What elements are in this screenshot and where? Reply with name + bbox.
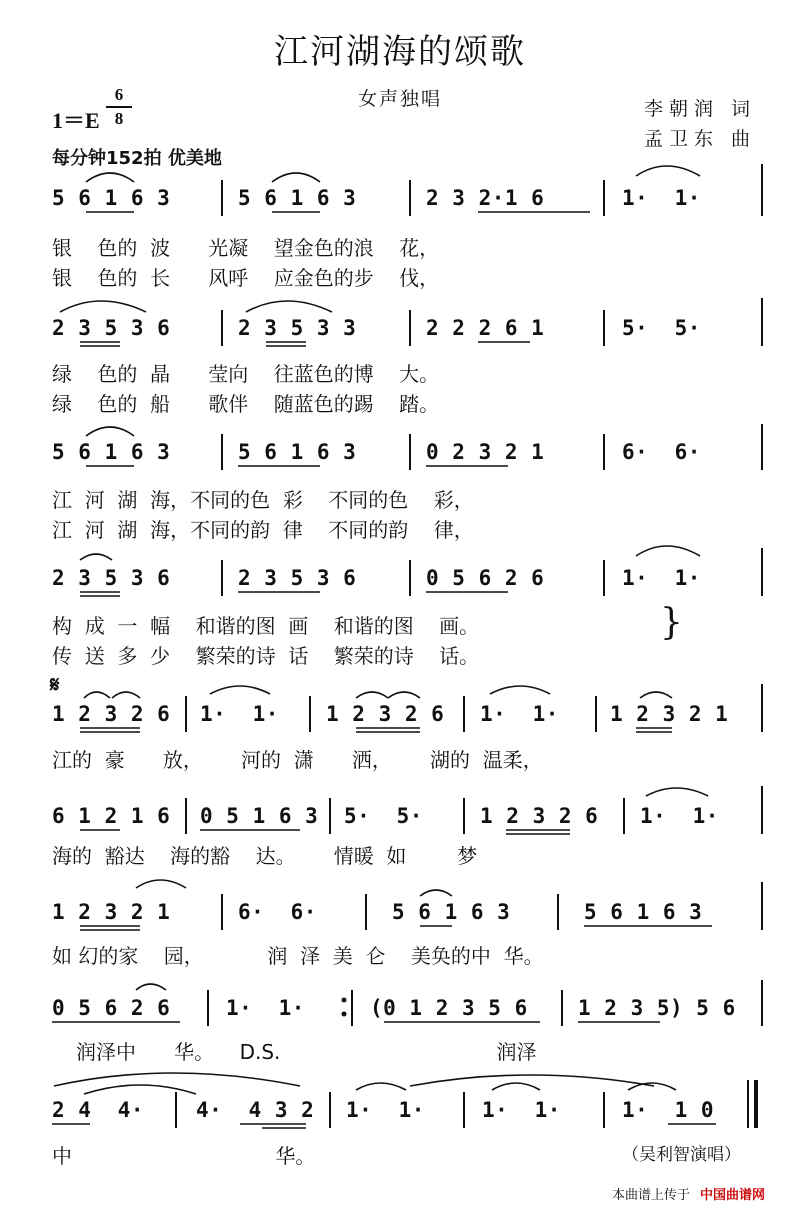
slur (86, 427, 134, 436)
lyric-line: 绿 色的 晶 莹向 往蓝色的博 大。 (52, 362, 440, 386)
measure-notes: 1 2 3 2 6 (480, 804, 599, 828)
slur (112, 692, 140, 698)
song-title: 江河湖海的颂歌 (274, 32, 526, 72)
slur (420, 890, 452, 896)
time-signature-top: 6 (114, 85, 124, 104)
measure-notes: 5 6 1 6 3 (238, 440, 357, 464)
measure-notes: 4· 4 3 2 (196, 1098, 315, 1122)
measure-notes: 5 6 1 6 3 (52, 440, 171, 464)
lyric-line: 银 色的 波 光凝 望金色的浪 花， (52, 236, 440, 260)
measure-notes: 2 3 5 3 6 (52, 566, 171, 590)
measure-notes: 1· 1· (622, 566, 701, 590)
measure-notes: 6· 6· (622, 440, 701, 464)
slur (388, 692, 420, 698)
lyric-line: 润泽中 华。 D.S. 润泽 (76, 1040, 537, 1064)
measure-notes: 1· 1· (482, 1098, 561, 1122)
time-signature-bottom: 8 (106, 106, 132, 130)
measure-notes: 1· 1· (226, 996, 305, 1020)
measure-notes: 0 5 6 2 6 (426, 566, 545, 590)
measure-notes: 1 2 3 5) 5 6 (578, 996, 736, 1020)
upload-notice: 本曲谱上传于 (612, 1188, 691, 1203)
measure-notes: 2 4 4· (52, 1098, 145, 1122)
measure-notes: 1 2 3 2 1 (610, 702, 729, 726)
slur (246, 301, 332, 312)
slur (60, 301, 146, 312)
repeat-dot (342, 1012, 347, 1017)
measure-notes: 2 3 2·1 6 (426, 186, 545, 210)
slur (84, 1085, 196, 1094)
slur (356, 692, 388, 698)
measure-notes: (0 1 2 3 5 6 (370, 996, 528, 1020)
measure-notes: 1· 1· (640, 804, 719, 828)
measure-notes: 2 2 2 6 1 (426, 316, 545, 340)
composer-credit: 孟卫东 曲 (644, 128, 757, 150)
measure-notes: 5 6 1 6 3 (238, 186, 357, 210)
measure-notes: 1· 1· (622, 186, 701, 210)
slur (636, 546, 700, 556)
measure-notes: 0 5 1 6 3 (200, 804, 319, 828)
lyric-line: 江 河 湖 海，不同的色 彩 不同的色 彩， (52, 488, 474, 512)
slur (356, 1083, 406, 1090)
slur (410, 1075, 654, 1086)
slur (136, 880, 186, 888)
lyric-line: 绿 色的 船 歌伴 随蓝色的踢 踏。 (52, 392, 440, 416)
slur (646, 788, 708, 796)
lyric-line: 传 送 多 少 繁荣的诗 话 繁荣的诗 话。 (52, 644, 480, 668)
measure-notes: 1 2 3 2 1 (52, 900, 171, 924)
slur (210, 686, 270, 694)
slur (136, 984, 166, 990)
measure-notes: 5 6 1 6 3 (392, 900, 511, 924)
lyric-brace: } (660, 602, 683, 643)
slur (84, 692, 110, 698)
slur (628, 1083, 676, 1090)
measure-notes: 1· 1· (480, 702, 559, 726)
site-logo: 中国曲谱网 (700, 1188, 766, 1203)
lyric-line: 构 成 一 幅 和谐的图 画 和谐的图 画。 (52, 614, 480, 638)
key-signature: 1＝E (52, 108, 100, 133)
lyric-line: 银 色的 长 风呼 应金色的步 伐， (52, 266, 440, 290)
slur (492, 1083, 540, 1090)
measure-notes: 2 3 5 3 6 (52, 316, 171, 340)
segno-sign: 𝄋 (50, 672, 60, 698)
lyric-line: 海的 豁达 海的豁 达。 情暖 如 梦 (52, 844, 478, 868)
measure-notes: 2 3 5 3 6 (238, 566, 357, 590)
lyricist-credit: 李朝润 词 (644, 98, 757, 120)
slur (640, 692, 672, 698)
measure-notes: 5 6 1 6 3 (584, 900, 703, 924)
measure-notes: 5 6 1 6 3 (52, 186, 171, 210)
lyric-line: 如 幻的家 园， 润 泽 美 仑 美奂的中 华。 (52, 944, 544, 968)
lyric-line: 江 河 湖 海，不同的韵 律 不同的韵 律， (52, 518, 474, 542)
performer-credit: （吴利智演唱） (622, 1145, 741, 1165)
lyric-line: 江的 豪 放， 河的 潇 洒， 湖的 温柔， (52, 748, 543, 772)
song-subtitle: 女声独唱 (357, 88, 442, 110)
repeat-dot (342, 998, 347, 1003)
slur (80, 554, 112, 560)
tempo-marking: 每分钟152拍 优美地 (52, 148, 222, 169)
measure-notes: 1· 1 0 (622, 1098, 715, 1122)
measure-notes: 1· 1· (346, 1098, 425, 1122)
measure-notes: 2 3 5 3 3 (238, 316, 357, 340)
measure-notes: 5· 5· (344, 804, 423, 828)
slur (490, 686, 550, 694)
slur (272, 173, 320, 182)
slur (636, 166, 700, 176)
measure-notes: 1 2 3 2 6 (52, 702, 171, 726)
measure-notes: 0 2 3 2 1 (426, 440, 545, 464)
measure-notes: 5· 5· (622, 316, 701, 340)
slur (54, 1073, 300, 1086)
lyric-line: 中 华。 (52, 1144, 316, 1168)
measure-notes: 0 5 6 2 6 (52, 996, 171, 1020)
slur (86, 173, 134, 182)
measure-notes: 1 2 3 2 6 (326, 702, 445, 726)
measure-notes: 1· 1· (200, 702, 279, 726)
measure-notes: 6· 6· (238, 900, 317, 924)
measure-notes: 6 1 2 1 6 (52, 804, 171, 828)
